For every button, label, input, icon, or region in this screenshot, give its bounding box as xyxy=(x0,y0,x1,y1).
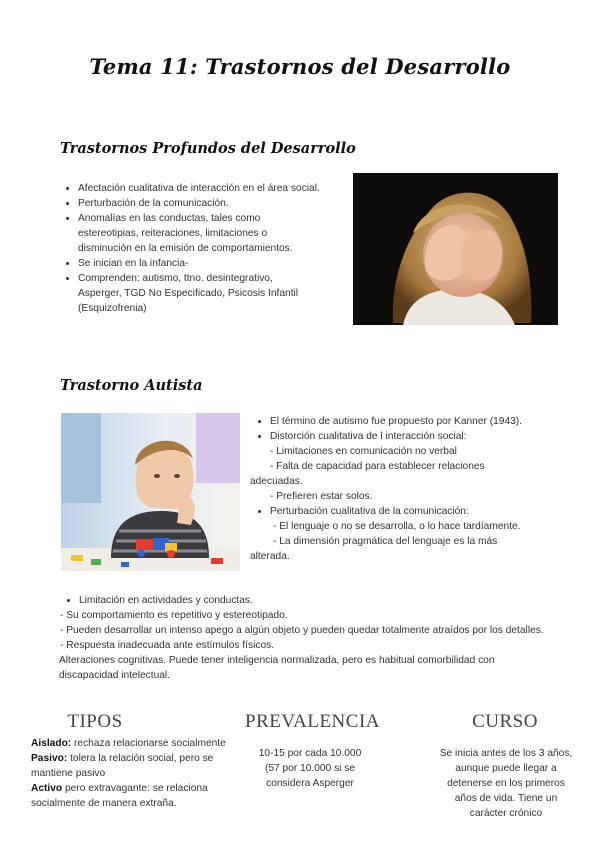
tipo-label: Aislado: xyxy=(31,738,72,749)
tipo-pasivo xyxy=(31,751,237,781)
list-item: • Limitación en actividades y conductas. xyxy=(79,593,546,608)
tipo-aislado xyxy=(31,736,237,751)
column-heading-prevalencia: PREVALENCIA xyxy=(245,711,380,732)
list-item: • Perturbación de la comunicación. xyxy=(78,196,350,211)
girl-covering-face-photo xyxy=(353,173,558,325)
tipo-text: tolera la relación social, pero se mantiene pasivo xyxy=(31,753,214,779)
tipos-list xyxy=(31,736,237,811)
boy-with-toys-illustration xyxy=(61,413,240,571)
list-item: • Perturbación cualitativa de la comunicación: xyxy=(270,504,555,519)
tipo-activo xyxy=(31,781,237,811)
girl-covering-face-illustration xyxy=(353,173,558,325)
text-line: - Respuesta inadecuada ante estímulos físicos. xyxy=(60,640,275,651)
sub-item: - La dimensión pragmática del lenguaje es la más alterada. xyxy=(250,536,498,562)
section-heading-trastornos-profundos: Trastornos Profundos del Desarrollo xyxy=(60,140,356,157)
section1-bullet-list xyxy=(58,181,350,316)
list-item: • Anomalías en las conductas, tales como estereotipias, reiteraciones, limitaciones o disminución en la emisión de comportamientos. xyxy=(78,211,350,256)
list-item: • Distorción cualitativa de l interacción social: xyxy=(270,429,555,444)
text-line: - Pueden desarrollar un intenso apego a algún objeto y pueden quedar totalmente atraídos por los detalles. xyxy=(60,625,544,636)
prevalencia-text: 10-15 por cada 10.000 (57 por 10.000 si se considera Asperger xyxy=(258,748,362,789)
list-item: • Comprenden: autismo, ttno. desintegrativo, Asperger, TGD No Especificado, Psicosis Infantil (Esquizofrenia) xyxy=(78,271,350,316)
list-item: • El término de autismo fue propuesto por Kanner (1943). xyxy=(270,414,555,429)
sub-item: - Falta de capacidad para establecer relaciones adecuadas. xyxy=(250,461,485,487)
sub-item: - Limitaciones en comunicación no verbal xyxy=(270,446,457,457)
tipo-label: Pasivo: xyxy=(31,753,68,764)
column-heading-tipos: TIPOS xyxy=(67,711,123,732)
boy-with-toys-photo xyxy=(61,413,240,571)
sub-item: - Prefieren estar solos. xyxy=(270,491,373,502)
list-item: • Se inician en la infancia- xyxy=(78,256,350,271)
text-line: - Su comportamiento es repetitivo y estereotipado. xyxy=(60,610,288,621)
page-title: Tema 11: Trastornos del Desarrollo xyxy=(89,54,511,79)
tipo-text: pero extravagante: se relaciona socialmente de manera extraña. xyxy=(31,783,208,809)
curso-text: Se inicia antes de los 3 años, aunque puede llegar a detenerse en los primeros años de vida. Tiene un carácter crónico xyxy=(439,748,573,819)
section2-right-text xyxy=(250,414,555,564)
text-line: Alteraciones cognitivas. Puede tener inteligencia normalizada, pero es habitual comorbilidad con discapacidad intelectual. xyxy=(59,655,495,681)
tipo-text: rechaza relacionarse socialmente xyxy=(71,738,226,749)
sub-item: - El lenguaje o no se desarrolla, o lo hace tardíamente. xyxy=(273,521,521,532)
tipo-label: Activo xyxy=(31,783,63,794)
section2-full-text xyxy=(60,593,546,683)
section-heading-trastorno-autista: Trastorno Autista xyxy=(60,377,203,394)
list-item: • Afectación cualitativa de interacción en el área social. xyxy=(78,181,350,196)
column-heading-curso: CURSO xyxy=(472,711,538,732)
